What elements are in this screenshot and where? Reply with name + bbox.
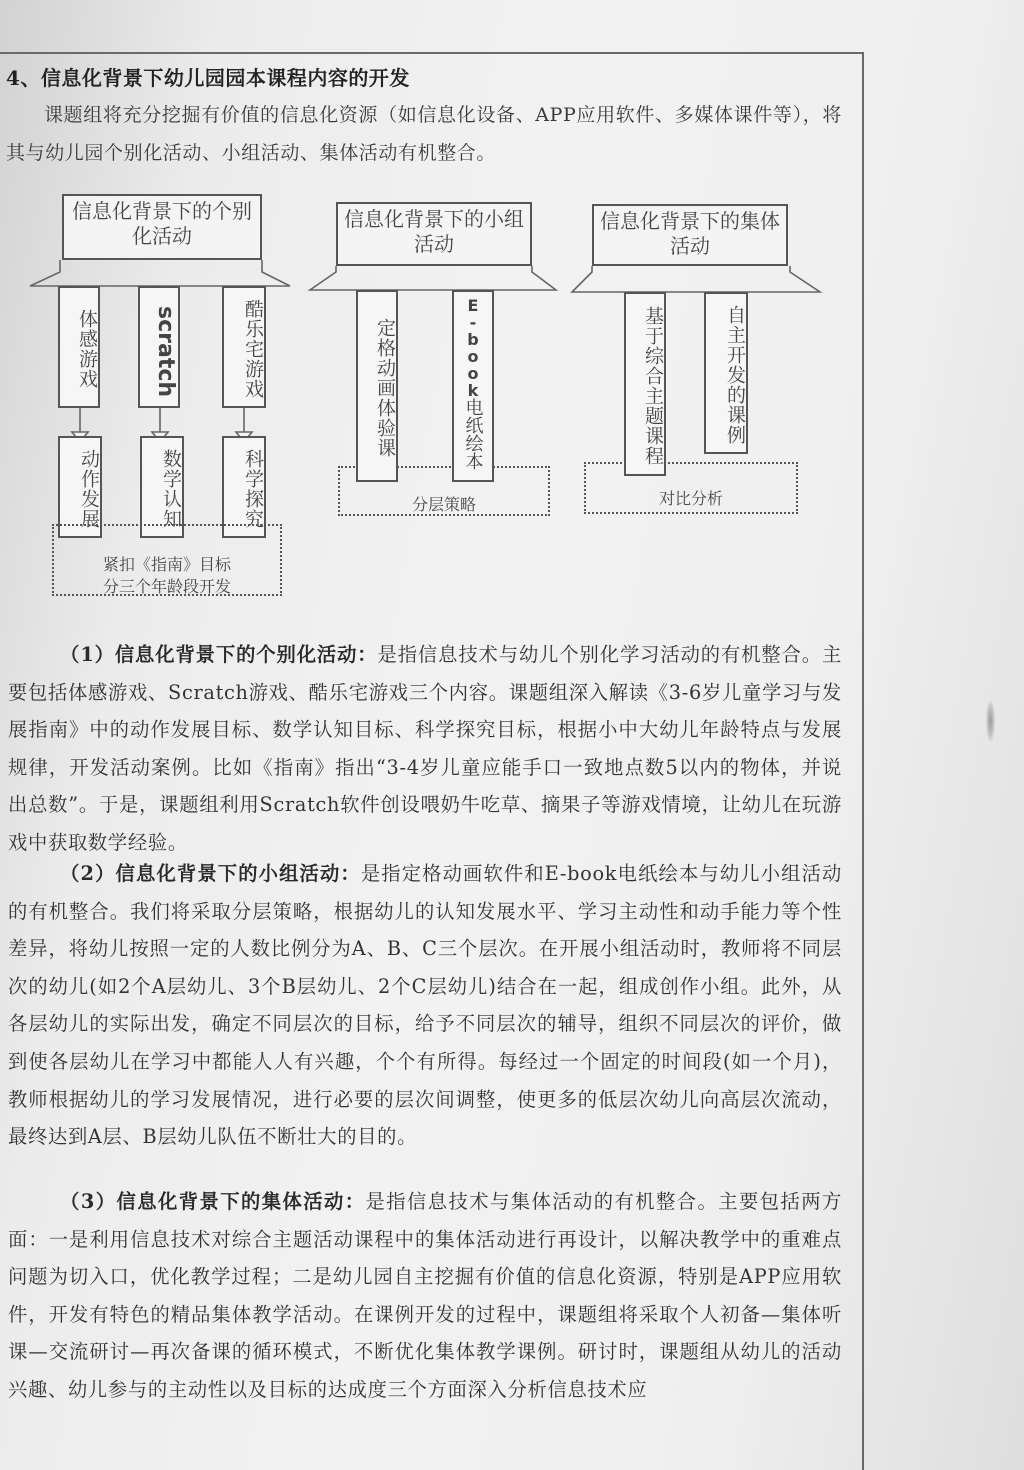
individual-outcome-2: 数学认知 xyxy=(140,436,184,538)
group-item-2 xyxy=(452,290,494,482)
individual-outcome-3: 科学探究 xyxy=(222,436,266,538)
section-title: 4、信息化背景下幼儿园园本课程内容的开发 xyxy=(6,66,410,90)
paragraph-2-text: 是指定格动画软件和E-book电纸绘本与幼儿小组活动的有机整合。我们将采取分层策略，根据幼儿的认知发展水平、学习主动性和动手能力等个性差异，将幼儿按照一定的人数比例分为A、B、C三个层次。在开展小组活动时，教师将不同层次的幼儿(如2个A层幼儿、3个B层幼儿、2个C层幼儿)结合在一起，组成创作小组。此外，从各层幼儿的实际出发，确定不同层次的目标，给予不同层次的辅导，组织不同层次的评价，做到使各层幼儿在学习中都能人人有兴趣，个个有所得。每经过一个固定的时间段(如一个月)，教师根据幼儿的学习发展情况，进行必要的层次间调整，使更多的低层次幼儿向高层次流动，最终达到A层、B层幼儿队伍不断壮大的目的。 xyxy=(8,862,842,1149)
individual-title-box: 信息化背景下的个别化活动 xyxy=(62,194,262,260)
individual-note-line-1: 紧扣《指南》目标 xyxy=(102,555,231,574)
paragraph-3-lead: （3）信息化背景下的集体活动： xyxy=(60,1190,366,1213)
ebook-latin-label: E-book xyxy=(463,296,483,398)
individual-item-3: 酷乐宅游戏 xyxy=(222,286,266,408)
individual-note-box xyxy=(52,524,282,596)
individual-note-line-2: 分三个年龄段开发 xyxy=(102,577,231,596)
collective-title-box: 信息化背景下的集体活动 xyxy=(592,204,788,266)
individual-triangle xyxy=(30,260,290,286)
group-note-box: 分层策略 xyxy=(338,466,550,516)
paragraph-3-text: 是指信息技术与集体活动的有机整合。主要包括两方面：一是利用信息技术对综合主题活动课程中的集体活动进行再设计，以解决教学中的重难点问题为切入口，优化教学过程；二是幼儿园自主挖掘有价值的信息化资源，特别是APP应用软件，开发有特色的精品集体教学活动。在课例开发的过程中，课题组将采取个人初备—集体听课—交流研讨—再次备课的循环模式，不断优化集体教学课例。研讨时，课题组从幼儿的活动兴趣、幼儿参与的主动性以及目标的达成度三个方面深入分析信息技术应 xyxy=(8,1190,842,1401)
curriculum-diagram xyxy=(0,180,864,620)
collective-triangle xyxy=(572,266,820,292)
paragraph-group xyxy=(8,855,842,1156)
paragraph-1-text: 是指信息技术与幼儿个别化学习活动的有机整合。主要包括体感游戏、Scratch游戏、酷乐宅游戏三个内容。课题组深入解读《3-6岁儿童学习与发展指南》中的动作发展目标、数学认知目标、科学探究目标，根据小中大幼儿年龄特点与发展规律，开发活动案例。比如《指南》指出“3-4岁儿童应能手口一致地点数5以内的物体，并说出总数”。于是，课题组利用Scratch软件创设喂奶牛吃草、摘果子等游戏情境，让幼儿在玩游戏中获取数学经验。 xyxy=(8,643,842,854)
individual-outcome-1: 动作发展 xyxy=(58,436,102,538)
individual-item-1: 体感游戏 xyxy=(58,286,100,408)
individual-item-2: scratch xyxy=(138,286,180,408)
intro-paragraph: 课题组将充分挖掘有价值的信息化资源（如信息化设备、APP应用软件、多媒体课件等），将其与幼儿园个别化活动、小组活动、集体活动有机整合。 xyxy=(6,104,842,164)
group-item-1: 定格动画体验课 xyxy=(356,290,398,482)
collective-item-2: 自主开发的课例 xyxy=(704,292,748,454)
ebook-cjk-label: 电纸绘本 xyxy=(462,398,484,470)
paragraph-individual xyxy=(8,636,842,862)
group-title-box: 信息化背景下的小组活动 xyxy=(336,202,532,266)
paragraph-2-lead: （2）信息化背景下的小组活动： xyxy=(60,862,361,885)
collective-item-1: 基于综合主题课程 xyxy=(624,292,666,476)
paragraph-collective xyxy=(8,1183,842,1409)
group-triangle xyxy=(310,266,556,290)
paragraph-1-lead: （1）信息化背景下的个别化活动： xyxy=(60,643,378,666)
margin-stain xyxy=(986,700,995,742)
collective-note-box: 对比分析 xyxy=(584,462,798,514)
